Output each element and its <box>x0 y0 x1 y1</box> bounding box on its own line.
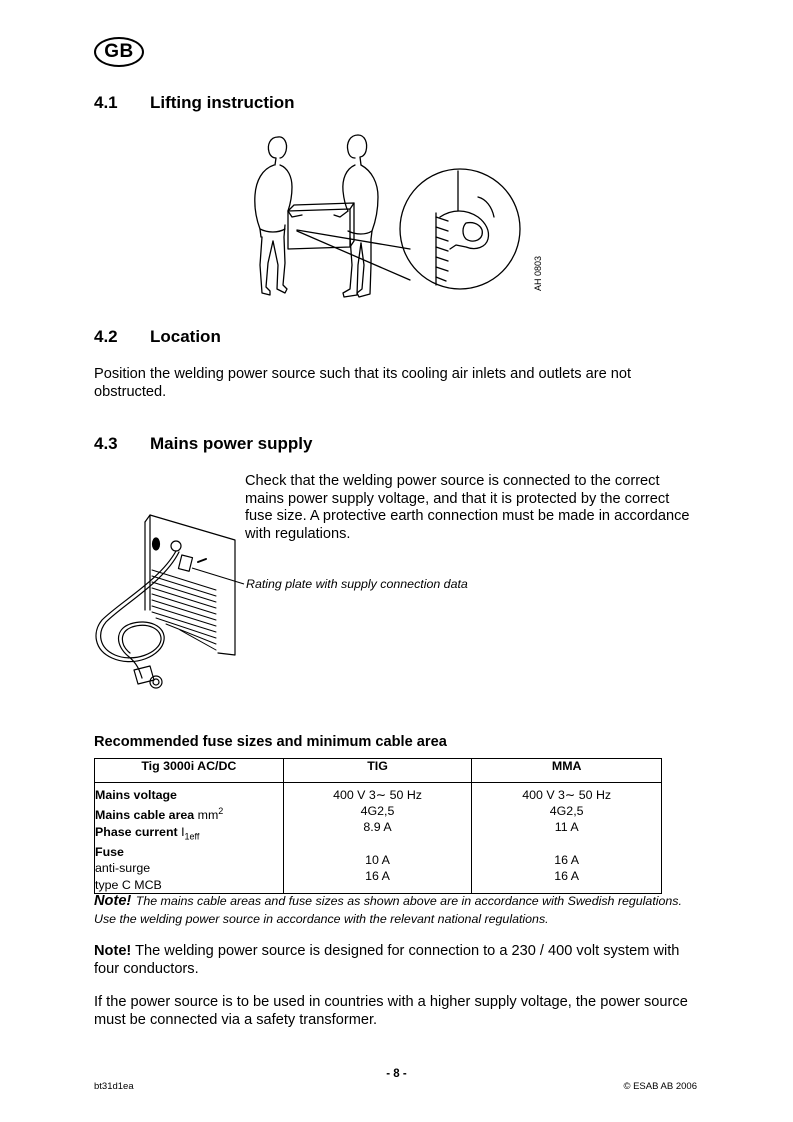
fuse-size-table <box>94 758 662 894</box>
mma-phase-current: 11 A <box>554 820 579 835</box>
table-body-row <box>95 783 662 894</box>
note-conductors-label: Note! <box>94 943 132 959</box>
note-fuse-regulations <box>94 892 694 928</box>
table-header-tig: TIG <box>283 759 472 783</box>
mma-type-c: 16 A <box>554 869 580 884</box>
power-source-cable-illustration <box>90 510 255 695</box>
label-phase-current-sub: 1eff <box>184 831 200 841</box>
note-four-conductors <box>94 943 694 978</box>
table-mma-cell <box>472 783 662 894</box>
note-fuse-text: The mains cable areas and fuse sizes as shown above are in accordance with Swedish regulations. Use the welding power source in accordance with the relevant national regulations. <box>94 894 682 926</box>
language-badge <box>94 37 144 67</box>
section-4-3-number: 4.3 <box>94 434 118 453</box>
grip-detail-circle <box>400 169 520 289</box>
table-tig-cell <box>283 783 472 894</box>
section-4-3-title: Mains power supply <box>150 434 313 453</box>
mains-plug-icon <box>134 666 162 688</box>
mma-anti-surge: 16 A <box>554 852 580 867</box>
note-conductors-text: The welding power source is designed for connection to a 230 / 400 volt system with four conductors. <box>94 943 680 977</box>
label-type-c: type C MCB <box>95 877 162 892</box>
mma-cable-area: 4G2,5 <box>549 804 584 819</box>
section-4-1-title: Lifting instruction <box>150 93 295 112</box>
figure-code: AH 0803 <box>533 255 543 291</box>
page-number: - 8 - <box>386 1068 407 1080</box>
tig-type-c: 16 A <box>365 869 390 884</box>
table-header-model: Tig 3000i AC/DC <box>95 759 284 783</box>
note-fuse-label: Note! <box>94 893 132 909</box>
control-knob-icon <box>153 538 160 550</box>
left-person-figure <box>255 137 302 295</box>
label-anti-surge: anti-surge <box>95 861 151 876</box>
tig-mains-voltage: 400 V 3∼ 50 Hz <box>333 788 422 802</box>
rating-plate-caption: Rating plate with supply connection data <box>246 577 468 591</box>
section-4-1-number: 4.1 <box>94 93 118 112</box>
transformer-paragraph: If the power source is to be used in countries with a higher supply voltage, the power source must be connected via a safety transformer. <box>94 994 688 1028</box>
label-cable-area: Mains cable area <box>95 808 195 823</box>
table-header-row <box>95 759 662 783</box>
copyright: © ESAB AB 2006 <box>623 1081 697 1092</box>
section-4-2-title: Location <box>150 327 221 346</box>
mma-mains-voltage: 400 V 3∼ 50 Hz <box>522 788 612 802</box>
language-badge-label: GB <box>104 41 134 62</box>
tig-phase-current: 8.9 A <box>363 820 392 835</box>
label-cable-area-line <box>95 803 283 823</box>
right-person-figure <box>334 135 378 297</box>
label-mains-voltage: Mains voltage <box>95 788 177 802</box>
label-cable-area-sup: 2 <box>218 806 224 817</box>
section-4-2-number: 4.2 <box>94 327 118 346</box>
table-labels-cell <box>95 783 284 894</box>
location-paragraph: Position the welding power source such that its cooling air inlets and outlets are not obstructed. <box>94 366 632 400</box>
table-title: Recommended fuse sizes and minimum cable area <box>94 734 447 750</box>
label-fuse: Fuse <box>95 845 124 860</box>
document-code: bt31d1ea <box>94 1081 134 1092</box>
label-phase-current-line <box>95 824 283 845</box>
label-phase-current-symbol: I <box>181 824 185 839</box>
mains-cable <box>96 551 176 678</box>
lifting-illustration <box>240 125 550 300</box>
mains-supply-paragraph: Check that the welding power source is connected to the correct mains power supply voltage, and that it is protected by the correct fuse size. A protective earth connection must be made in accordance with regulations. <box>245 473 690 542</box>
label-cable-area-unit: mm <box>197 808 219 823</box>
label-phase-current: Phase current <box>95 824 178 839</box>
tig-cable-area: 4G2,5 <box>360 804 395 819</box>
tig-anti-surge: 10 A <box>365 852 390 867</box>
table-header-mma: MMA <box>472 759 662 783</box>
caption-leader-line <box>190 566 250 588</box>
